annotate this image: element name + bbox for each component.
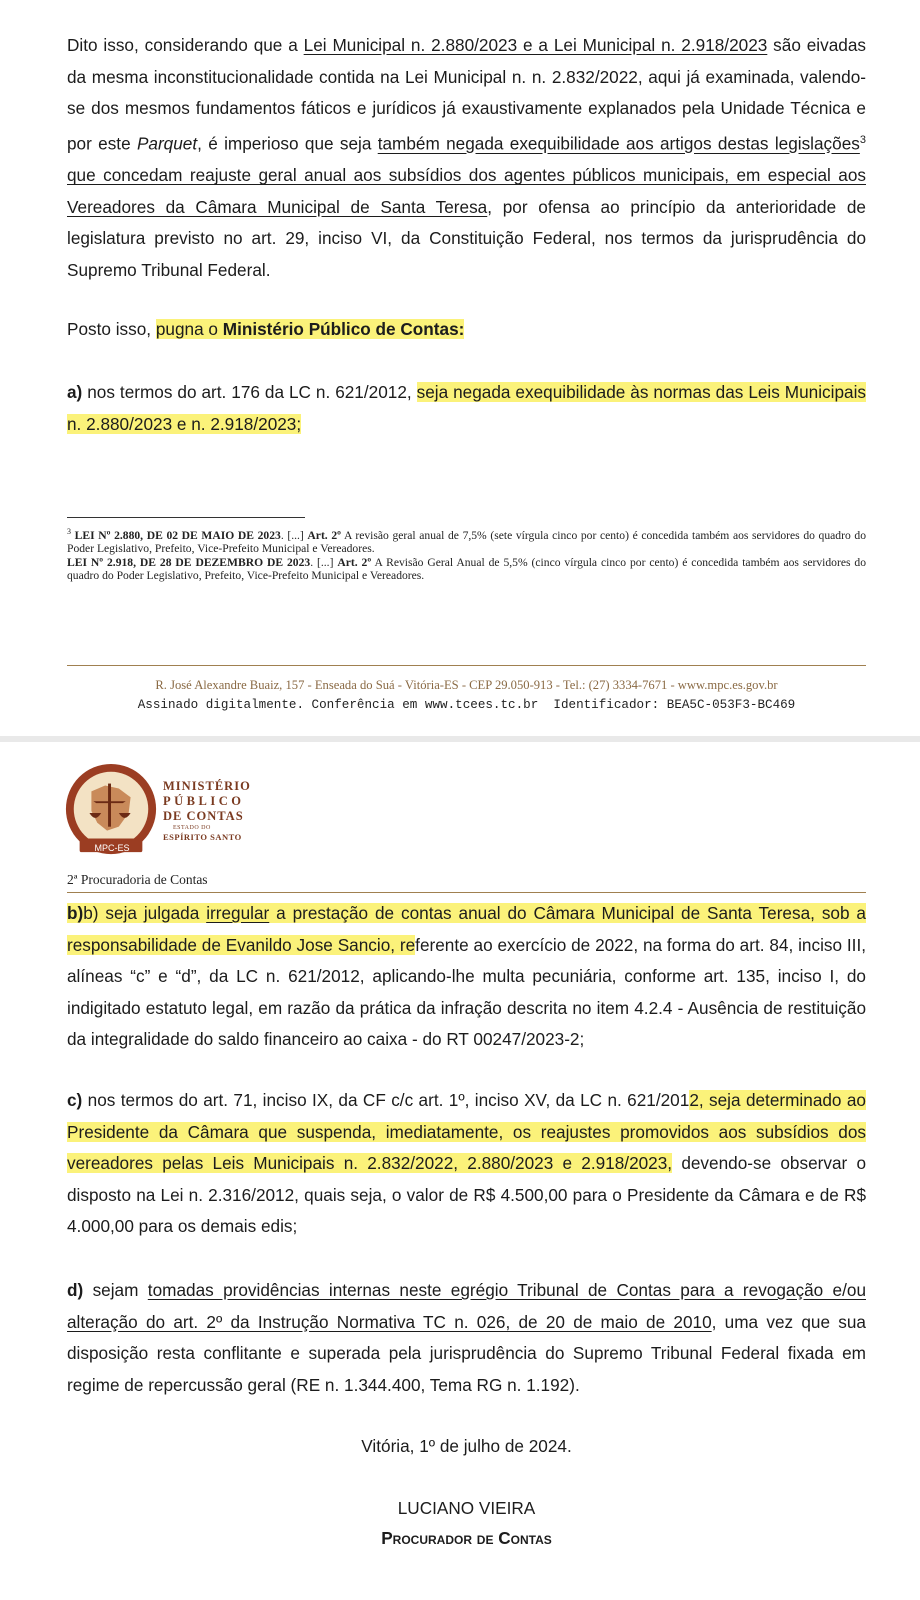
paragraph-item-c: c) nos termos do art. 71, inciso IX, da CF c/c art. 1º, inciso XV, da LC n. 621/2012, seja determinado ao Presidente da Câmara que suspenda, imediatamente, os reajustes promovidos aos subsídios dos vereadores pelas Leis Municipais n. 2.832/2022, 2.880/2023 e 2.918/2023, devendo-se observar o disposto na Lei n. 2.316/2012, quais seja, o valor de R$ 4.500,00 para o Presidente da Câmara e de R$ 4.000,00 para os demais edis;: [67, 1090, 867, 1237]
digital-signature-line: Assinado digitalmente. Conferência em www.tcees.tc.br Identificador: BEA5C-053F3-BC469: [137, 698, 796, 712]
paragraph-considerations: Dito isso, considerando que a Lei Municipal n. 2.880/2023 e a Lei Municipal n. 2.918/2023 são eivadas da mesma inconstitucionalidade contida na Lei Municipal n. n. 2.832/2022, aqui já examinada, valendo-se dos mesmos fundamentos fáticos e jurídicos já exaustivamente explanados pela Unidade Técnica e por este Parquet, é imperioso que seja também negada exequibilidade aos artigos destas legislações$^3$ que concedam reajuste geral anual aos subsídios dos agentes públicos municipais, em especial aos Vereadores da Câmara Municipal de Santa Teresa, por ofensa ao princípio da anterioridade de legislatura previsto no art. 29, inciso VI, da Constituição Federal, nos termos da jurisprudência do Supremo Tribunal Federal.: [67, 35, 866, 280]
signer-name: LUCIANO VIEIRA: [397, 1498, 536, 1518]
footnote: $^3$ LEI Nº 2.880, DE 02 DE MAIO DE 2023. [...] Art. 2º A revisão geral anual de 7,5% (sete vírgula cinco por cento) é concedida também aos servidores do quadro do Poder Legislativo, Prefeito, Vice-Prefeito Municipal e Vereadores. LEI Nº 2.918, DE 28 DE DEZEMBRO DE 2023. [...] Art. 2º A Revisão Geral Anual de 5,5% (cinco vírgula cinco por cento) é concedida também aos servidores do quadro do Poder Legislativo, Prefeito, Vice-Prefeito Municipal e Vereadores.: [67, 527, 866, 583]
document-page-1: [0, 0, 920, 736]
paragraph-item-d: d) sejam tomadas providências internas neste egrégio Tribunal de Contas para a revogação e/ou alteração do art. 2º da Instrução Normativa TC n. 026, de 20 de maio de 2010, uma vez que sua disposição resta conflitante e superada pela jurisprudência do Supremo Tribunal Federal fixada em regime de repercussão geral (RE n. 1.344.400, Tema RG n. 1.192).: [67, 1280, 866, 1395]
highlight: 2, seja determinado ao Presidente da Câmara que suspenda, imediatamente, os reajustes promovidos aos subsídios dos vereadores pelas Leis Municipais n. 2.832/2022, 2.880/2023 e 2.918/2023,: [67, 1090, 866, 1174]
footer-address: R. José Alexandre Buaiz, 157 - Enseada do Suá - Vitória-ES - CEP 29.050-913 - Tel.: (27) 3334-7671 - www.mpc.es.gov.br: [155, 678, 778, 692]
paragraph-item-b: b)b) seja julgada irregular a prestação de contas anual do Câmara Municipal de Santa Teresa, sob a responsabilidade de Evanildo Jose Sancio, referente ao exercício de 2022, na forma do art. 84, inciso III, alíneas “c” e “d”, da LC n. 621/2012, aplicando-lhe multa pecuniária, conforme art. 135, inciso I, do indigitado estatuto legal, em razão da prática da infração descrita no item 4.2.4 - Ausência de restituição da integralidade do saldo financeiro ao caixa - do RT 00247/2023-2;: [67, 903, 866, 1050]
paragraph-posto-isso: Posto isso, pugna o Ministério Público de Contas:: [67, 319, 465, 339]
law-reference: Lei Municipal n. 2.880/2023 e a Lei Municipal n. 2.918/2023: [303, 35, 768, 55]
institution-wordmark: MINISTÉRIO PÚBLICO DE CONTAS ESTADO DO ESPÍRITO SANTO: [163, 779, 251, 842]
header-divider: [67, 892, 866, 893]
highlight: b)b) seja julgada irregular a prestação de contas anual do Câmara Municipal de Santa Teresa, sob a responsabilidade de Evanildo Jose Sancio, re: [67, 903, 866, 955]
highlight: pugna o Ministério Público de Contas:: [155, 319, 465, 339]
footnote-marker: 3: [859, 133, 866, 146]
seal-label: MPC-ES: [94, 843, 130, 853]
signer-title: Procurador de Contas: [381, 1528, 552, 1548]
footnote-divider: [67, 517, 305, 518]
paragraph-item-a: a) nos termos do art. 176 da LC n. 621/2012, seja negada exequibilidade às normas das Leis Municipais n. 2.880/2023 e n. 2.918/2023;: [67, 382, 867, 434]
footer-divider: [67, 665, 866, 666]
procuradoria-label: 2ª Procuradoria de Contas: [67, 872, 208, 887]
date-line: Vitória, 1º de julho de 2024.: [361, 1436, 572, 1456]
highlight: seja negada exequibilidade às normas das Leis Municipais n. 2.880/2023 e n. 2.918/2023;: [67, 382, 867, 434]
